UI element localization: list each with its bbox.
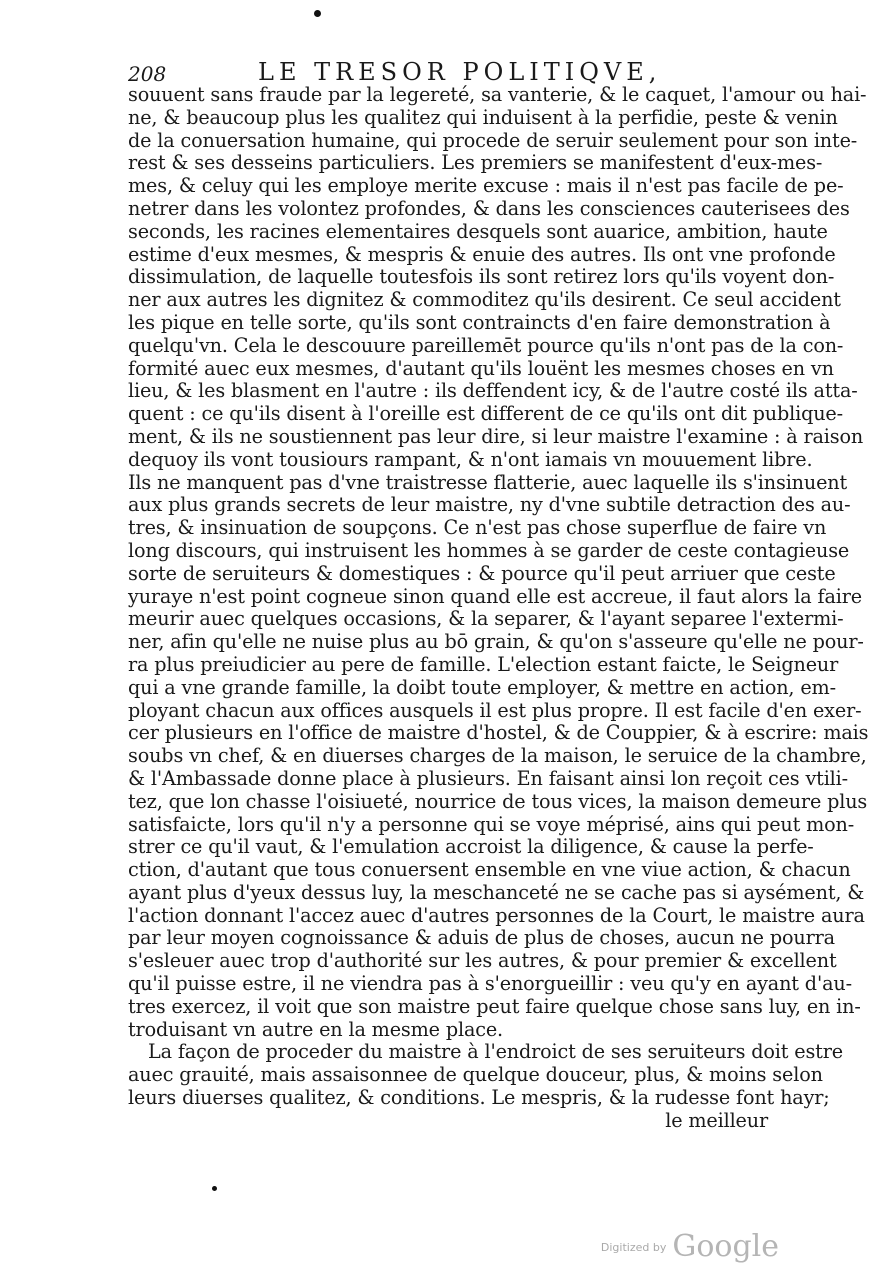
- text-line: quelqu'vn. Cela le descouure pareillemēt pource qu'ils n'ont pas de la con-: [128, 333, 844, 357]
- text-line: ne, & beaucoup plus les qualitez qui induisent à la perfidie, peste & venin: [128, 105, 838, 129]
- ink-dot-bottom: [212, 1186, 217, 1191]
- text-line: cer plusieurs en l'office de maistre d'hostel, & de Couppier, & à escrire: mais: [128, 721, 869, 745]
- text-line: leurs diuerses qualitez, & conditions. Le mespris, & la rudesse font hayr;: [128, 1086, 830, 1110]
- text-line: ra plus preiudicier au pere de famille. L'election estant faicte, le Seigneur: [128, 652, 839, 676]
- text-line: dissimulation, de laquelle toutesfois ils sont retirez lors qu'ils voyent don-: [128, 265, 835, 289]
- page-number: 208: [128, 62, 167, 86]
- text-line: ayant plus d'yeux dessus luy, la meschanceté ne se cache pas si aysément, &: [128, 880, 865, 904]
- text-line: lieu, & les blasment en l'autre : ils deffendent icy, & de l'autre costé ils atta-: [128, 379, 858, 403]
- text-line: netrer dans les volontez profondes, & dans les consciences cauterisees des: [128, 196, 850, 220]
- text-line: ployant chacun aux offices ausquels il est plus propre. Il est facile d'en exer-: [128, 698, 862, 722]
- google-logo: Google: [672, 1229, 779, 1264]
- text-line: l'action donnant l'accez auec d'autres personnes de la Court, le maistre aura: [128, 903, 865, 927]
- text-line: long discours, qui instruisent les hommes à se garder de ceste contagieuse: [128, 538, 850, 562]
- text-line: par leur moyen cognoissance & aduis de plus de choses, aucun ne pourra: [128, 926, 835, 950]
- text-line: formité auec eux mesmes, d'autant qu'ils louënt les mesmes choses en vn: [128, 356, 834, 380]
- text-line: dequoy ils vont tousiours rampant, & n'ont iamais vn mouuement libre.: [128, 447, 813, 471]
- text-line: aux plus grands secrets de leur maistre, ny d'vne subtile detraction des au-: [128, 493, 851, 517]
- body-text: [128, 83, 869, 1133]
- text-line: sorte de seruiteurs & domestiques : & pource qu'il peut arriuer que ceste: [128, 561, 836, 585]
- text-line: qui a vne grande famille, la doibt toute employer, & mettre en action, em-: [128, 675, 836, 699]
- catchword: le meilleur: [665, 1108, 768, 1132]
- paragraph-1: [128, 83, 869, 1041]
- text-line: troduisant vn autre en la mesme place.: [128, 1017, 503, 1041]
- text-line: & l'Ambassade donne place à plusieurs. En faisant ainsi lon reçoit ces vtili-: [128, 766, 848, 790]
- text-line: souuent sans fraude par la legereté, sa vanterie, & le caquet, l'amour ou hai-: [128, 83, 867, 106]
- text-line: quent : ce qu'ils disent à l'oreille est different de ce qu'ils ont dit publique-: [128, 402, 843, 426]
- text-line: estime d'eux mesmes, & mespris & enuie des autres. Ils ont vne profonde: [128, 242, 836, 266]
- text-line: meurir auec quelques occasions, & la separer, & l'ayant separee l'extermi-: [128, 607, 844, 631]
- text-line: satisfaicte, lors qu'il n'y a personne qui se voye méprisé, ains qui peut mon-: [128, 812, 855, 836]
- text-line: tres exercez, il voit que son maistre peut faire quelque chose sans luy, en in-: [128, 994, 861, 1018]
- text-line: mes, & celuy qui les employe merite excuse : mais il n'est pas facile de pe-: [128, 174, 844, 198]
- text-line: ment, & ils ne soustiennent pas leur dire, si leur maistre l'examine : à raison: [128, 424, 864, 448]
- digitized-watermark: [601, 1222, 779, 1262]
- text-line: Ils ne manquent pas d'vne traistresse flatterie, auec laquelle ils s'insinuent: [128, 470, 848, 494]
- text-line: qu'il puisse estre, il ne viendra pas à s'enorgueillir : veu qu'y en ayant d'au-: [128, 972, 852, 996]
- text-line: La façon de proceder du maistre à l'endroict de ses seruiteurs doit estre: [148, 1040, 843, 1064]
- text-line: auec grauité, mais assaisonnee de quelque douceur, plus, & moins selon: [128, 1063, 823, 1087]
- text-line: s'esleuer auec trop d'authorité sur les autres, & pour premier & excellent: [128, 949, 837, 973]
- text-line: rest & ses desseins particuliers. Les premiers se manifestent d'eux-mes-: [128, 151, 823, 175]
- text-line: seconds, les racines elementaires desquels sont auarice, ambition, haute: [128, 219, 828, 243]
- text-line: strer ce qu'il vaut, & l'emulation accroist la diligence, & cause la perfe-: [128, 835, 814, 859]
- paragraph-2: [128, 1040, 843, 1110]
- ink-dot-top: [314, 10, 321, 17]
- text-line: tres, & insinuation de soupçons. Ce n'est pas chose superflue de faire vn: [128, 516, 827, 540]
- text-line: soubs vn chef, & en diuerses charges de la maison, le seruice de la chambre,: [128, 744, 867, 768]
- text-line: de la conuersation humaine, qui procede de seruir seulement pour son inte-: [128, 128, 858, 152]
- watermark-prefix: Digitized by: [600, 1241, 667, 1254]
- running-title: LE TRESOR POLITIQVE,: [258, 58, 662, 86]
- text-line: ner aux autres les dignitez & commoditez qu'ils desirent. Ce seul accident: [128, 288, 841, 312]
- text-line: tez, que lon chasse l'oisiueté, nourrice de tous vices, la maison demeure plus: [128, 789, 868, 813]
- text-line: yuraye n'est point cogneue sinon quand elle est accreue, il faut alors la faire: [128, 584, 862, 608]
- text-line: ner, afin qu'elle ne nuise plus au bō grain, & qu'on s'asseure qu'elle ne pour-: [128, 630, 864, 654]
- text-line: ction, d'autant que tous conuersent ensemble en vne viue action, & chacun: [128, 858, 851, 882]
- text-line: les pique en telle sorte, qu'ils sont contraincts d'en faire demonstration à: [128, 310, 831, 334]
